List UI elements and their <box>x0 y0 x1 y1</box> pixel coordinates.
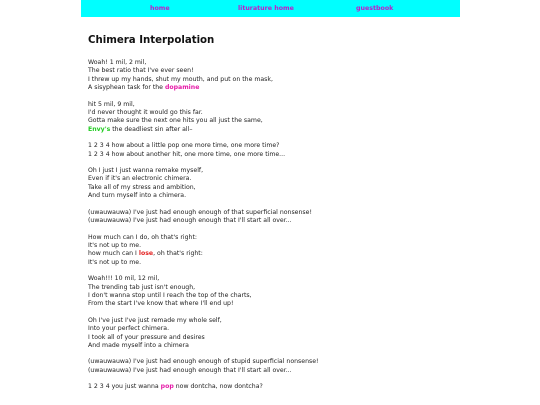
line-text: How much can I do, oh that's right: <box>88 233 197 241</box>
line-text: Take all of my stress and ambition, <box>88 183 196 191</box>
poem-line <box>88 142 453 150</box>
poem-line <box>88 184 453 192</box>
poem-line <box>88 367 453 375</box>
poem-stanza <box>88 358 453 375</box>
poem-line <box>88 284 453 292</box>
line-text: (uwauwauwa) I've just had enough enough that I'll start all over... <box>88 366 292 374</box>
poem-stanza <box>88 234 453 268</box>
poem-line <box>88 192 453 200</box>
line-text: From the start I've know that where I'll end up! <box>88 300 234 308</box>
line-text: now dontcha, now dontcha? <box>173 383 263 391</box>
line-text: Woah!!! 10 mil, 12 mil, <box>88 275 160 283</box>
highlighted-word: Envy's <box>88 125 111 133</box>
poem-line <box>88 167 453 175</box>
nav-link-home[interactable]: home <box>150 5 170 12</box>
poem-line <box>88 76 453 84</box>
line-text: Woah! 1 mil, 2 mil, <box>88 59 147 66</box>
poem-stanza <box>88 59 453 93</box>
line-text: Gotta make sure the next one hits you all just the same, <box>88 117 263 125</box>
line-text: The trending tab just isn't enough, <box>88 283 196 291</box>
line-text: 1 2 3 4 how about a little pop one more time, one more time? <box>88 142 280 150</box>
poem-stanza <box>88 101 453 135</box>
poem-line <box>88 117 453 125</box>
poem-line <box>88 84 453 92</box>
poem-line <box>88 275 453 283</box>
line-text: And made myself into a chimera <box>88 341 189 349</box>
line-text: 1 2 3 4 you just wanna <box>88 383 161 391</box>
poem-content <box>88 35 453 400</box>
poem-stanza <box>88 383 453 391</box>
line-text: (uwauwauwa) I've just had enough enough that I'll start all over... <box>88 217 292 225</box>
line-text: I took all of your pressure and desires <box>88 333 205 341</box>
poem-stanza <box>88 142 453 159</box>
poem-line <box>88 383 453 391</box>
poem-line <box>88 234 453 242</box>
poem-line <box>88 67 453 75</box>
poem-line <box>88 334 453 342</box>
nav-link-guestbook[interactable]: guestbook <box>356 5 394 12</box>
nav-link-literature-home[interactable]: liturature home <box>238 5 294 12</box>
poem-stanza <box>88 167 453 201</box>
line-text: It's not up to me. <box>88 258 142 266</box>
page-title: Chimera Interpolation <box>88 35 215 46</box>
line-text: A sisyphean task for the <box>88 84 165 92</box>
poem-line <box>88 175 453 183</box>
line-text: the deadliest sin after all– <box>110 125 193 133</box>
line-text: , oh that's right: <box>153 250 203 258</box>
line-text: Oh I just I just wanna remake myself, <box>88 167 204 175</box>
highlighted-word: lose <box>138 250 154 258</box>
line-text: It's not up to me. <box>88 241 142 249</box>
highlighted-word: pop <box>160 383 174 391</box>
poem-line <box>88 217 453 225</box>
poem-line <box>88 325 453 333</box>
poem-line <box>88 300 453 308</box>
poem-line <box>88 209 453 217</box>
poem-line <box>88 259 453 267</box>
line-text: Oh I've just I've just remade my whole self, <box>88 316 222 324</box>
poem-line <box>88 101 453 109</box>
line-text: 1 2 3 4 how about another hit, one more time, one more time... <box>88 150 286 158</box>
top-nav-bar <box>81 0 460 17</box>
poem-line <box>88 242 453 250</box>
line-text: Into your perfect chimera. <box>88 325 170 333</box>
poem-line <box>88 292 453 300</box>
line-text: The best ratio that I've ever seen! <box>88 67 194 75</box>
poem-stanza <box>88 209 453 226</box>
poem-stanza <box>88 275 453 309</box>
poem-line <box>88 151 453 159</box>
poem-line <box>88 109 453 117</box>
highlighted-word: dopamine <box>164 84 200 92</box>
poem-line <box>88 317 453 325</box>
line-text: I don't wanna stop until I reach the top of the charts, <box>88 291 252 299</box>
poem-stanza <box>88 317 453 351</box>
poem-line <box>88 342 453 350</box>
poem-line <box>88 250 453 258</box>
poem-body <box>88 59 453 392</box>
line-text: how much can I <box>88 250 139 258</box>
line-text: Even if it's an electronic chimera. <box>88 175 192 183</box>
line-text: hit 5 mil, 9 mil, <box>88 100 135 108</box>
line-text: I'd never thought it would go this far. <box>88 109 203 117</box>
line-text: (uwauwauwa) I've just had enough enough of stupid superficial nonsense! <box>88 358 319 366</box>
line-text: And turn myself into a chimera. <box>88 192 187 200</box>
poem-line <box>88 59 453 67</box>
line-text: (uwauwauwa) I've just had enough enough of that superficial nonsense! <box>88 208 312 216</box>
poem-line <box>88 358 453 366</box>
poem-line <box>88 126 453 134</box>
line-text: I threw up my hands, shut my mouth, and put on the mask, <box>88 75 273 83</box>
